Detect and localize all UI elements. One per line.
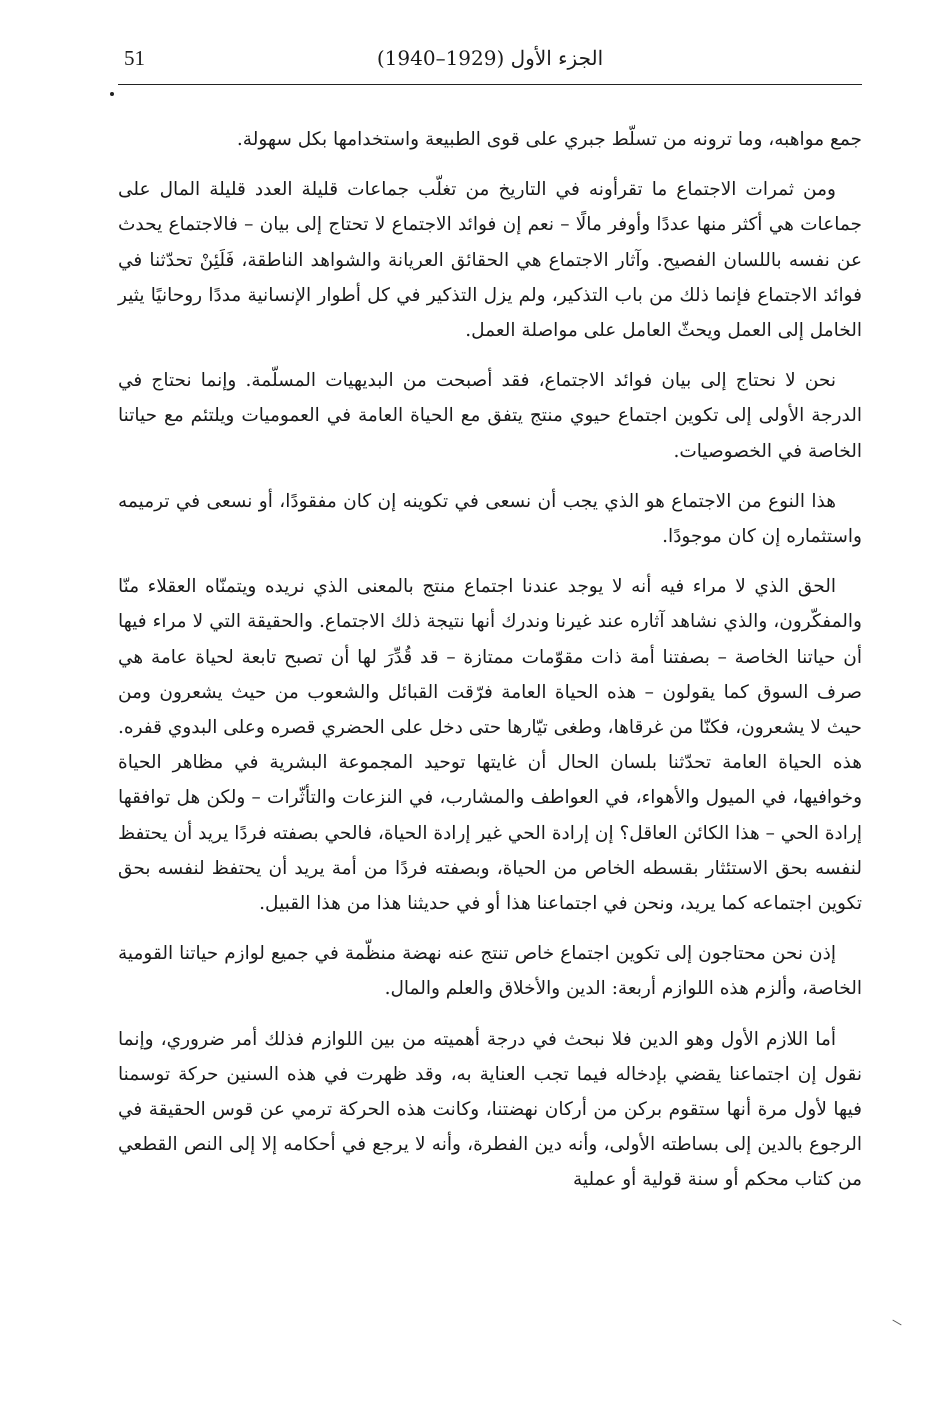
body-text <box>118 122 862 1213</box>
paragraph-4: هذا النوع من الاجتماع هو الذي يجب أن نسعى في تكوينه إن كان مفقودًا، أو نسعى في ترميمه واستثماره إن كان موجودًا. <box>118 490 862 548</box>
paragraph-6: إذن نحن محتاجون إلى تكوين اجتماع خاص تنتج عنه نهضة منظّمة في جميع لوازم حياتنا القومية الخاصة، وألزم هذه اللوازم أربعة: الدين والأخلاق والعلم والمال. <box>118 943 862 1000</box>
scan-mark <box>892 1320 901 1326</box>
running-title: الجزء الأول (1929–1940) <box>376 46 604 70</box>
margin-dot <box>110 92 114 96</box>
paragraph-5: الحق الذي لا مراء فيه أنه لا يوجد عندنا اجتماع منتج بالمعنى الذي نريده ويتمنّاه العقلاء منّا والمفكّرون، والذي نشاهد آثاره عند غيرنا وندرك أنها نتيجة ذلك الاجتماع. والحقيقة التي لا مراء فيها أن حياتنا الخاصة – بصفتنا أمة ذات مقوّمات ممتازة – قد قُدِّرَ لها أن تصبح تابعة لحياة عامة هي صرف السوق كما يقولون – هذه الحياة العامة فرّقت القبائل والشعوب من حيث يشعرون ومن حيث لا يشعرون، فكنّا من غرقاها، وطغى تيّارها حتى دخل على الحضري قصره وعلى البدوي قفره. هذه الحياة العامة تحدّثنا بلسان الحال أن غايتها توحيد المجموعة البشرية في مظاهر الحياة وخوافيها، في الميول والأهواء، في العواطف والمشارب، في النزعات والتأثّرات – ولكن هل توافقها إرادة الحي – هذا الكائن العاقل؟ إن إرادة الحي غير إرادة الحياة، فالحي بصفته فردًا يريد أن يحتفظ لنفسه بحق الاستئثار بقسطه الخاص من الحياة، وبصفته فردًا من أمة يريد أن يحتفظ لنفسه بحق تكوين اجتماعه كما يريد، ونحن في اجتماعنا هذا أو في حديثنا هذا من هذا القبيل. <box>118 576 862 915</box>
paragraph-2: ومن ثمرات الاجتماع ما تقرأونه في التاريخ من تغلّب جماعات قليلة العدد قليلة المال على جماعات هي أكثر منها عددًا وأوفر مالًا – نعم إن فوائد الاجتماع لا تحتاج إلى بيان – فالاجتماع يحدث عن نفسه باللسان الفصيح. وآثار الاجتماع هي الحقائق العريانة والشواهد الناطقة، فَلَئِنْ تحدّثنا في فوائد الاجتماع فإنما ذلك من باب التذكير، ولم يزل التذكير في كل أطوار الإنسانية مددًا روحانيًا يثير الخامل إلى العمل ويحثّ العامل على مواصلة العمل. <box>118 179 862 342</box>
page-number: 51 <box>124 46 145 70</box>
paragraph-1: جمع مواهبه، وما ترونه من تسلّط جبري على قوى الطبيعة واستخدامها بكل سهولة. <box>236 129 862 150</box>
page-header <box>118 40 862 85</box>
paragraph-3: نحن لا نحتاج إلى بيان فوائد الاجتماع، فقد أصبحت من البديهيات المسلّمة. وإنما نحتاج في الدرجة الأولى إلى تكوين اجتماع حيوي منتج يتفق مع الحياة العامة في العموميات ويلتئم مع حياتنا الخاصة في الخصوصيات. <box>118 370 862 462</box>
paragraph-7: أما اللازم الأول وهو الدين فلا نبحث في درجة أهميته من بين اللوازم فذلك أمر ضروري، وإنما نقول إن اجتماعنا يقضي بإدخاله فيما تجب العناية به، وقد ظهرت في هذه السنين حركة توسمنا فيها لأول مرة أنها ستقوم بركن من أركان نهضتنا، وكانت هذه الحركة ترمي عن قوس الحقيقة في الرجوع بالدين إلى بساطته الأولى، وأنه دين الفطرة، وأنه لا يرجع في أحكامه إلا إلى النص القطعي من كتاب محكم أو سنة قولية أو عملية <box>118 1028 862 1191</box>
